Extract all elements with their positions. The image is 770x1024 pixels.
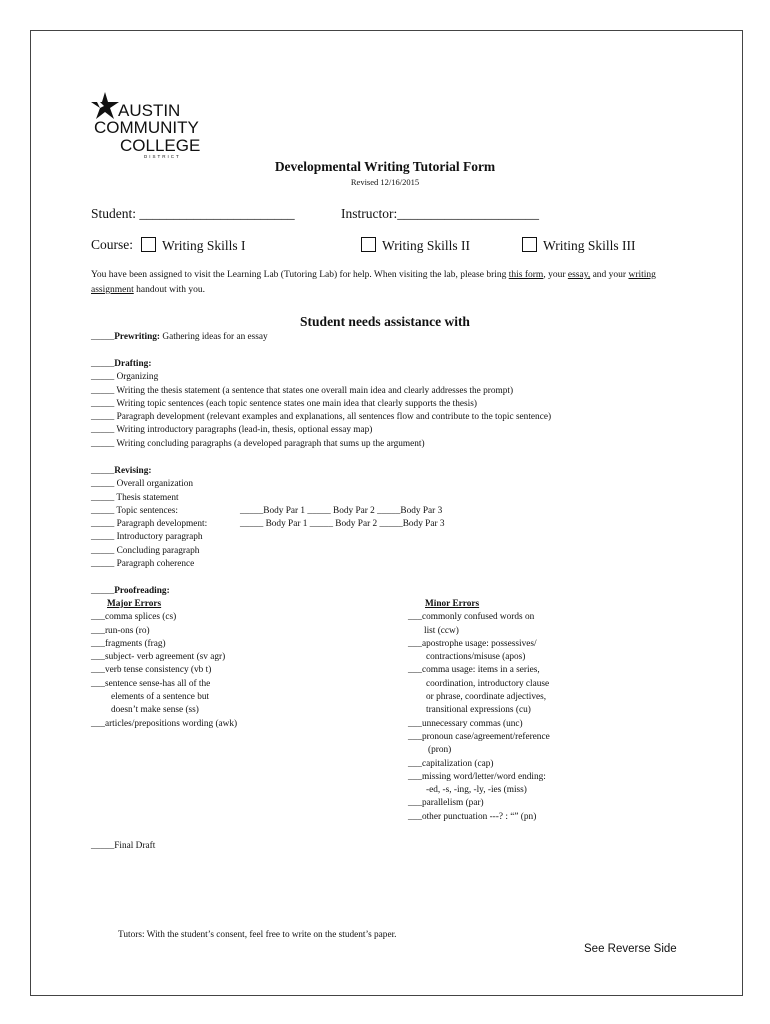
- list-item[interactable]: ___apostrophe usage: possessives/: [408, 638, 537, 649]
- body-par-3[interactable]: _____Body Par 3: [379, 519, 445, 529]
- star-logo-icon: [90, 92, 120, 120]
- revising-section: [91, 465, 207, 571]
- list-item-continuation: -ed, -s, -ing, -ly, -ies (miss): [426, 785, 527, 796]
- intro-text: , your: [543, 270, 568, 280]
- checkbox[interactable]: [522, 237, 537, 252]
- list-item-continuation: (pron): [428, 745, 452, 756]
- list-item-continuation: transitional expressions (cu): [426, 705, 531, 716]
- course-option-ws2[interactable]: [361, 237, 470, 254]
- list-item[interactable]: _____ Paragraph coherence: [91, 559, 195, 570]
- list-item[interactable]: ___parallelism (par): [408, 798, 484, 809]
- intro-text: You have been assigned to visit the Learning Lab (Tutoring Lab) for help. When visiting the lab, please bring: [91, 270, 509, 280]
- blank-line: _____: [91, 332, 115, 342]
- drafting-section: [91, 358, 551, 451]
- course-option-ws1[interactable]: [141, 237, 245, 254]
- intro-this-form: this form: [508, 270, 544, 280]
- list-item[interactable]: _____ Writing concluding paragraphs (a developed paragraph that sums up the argument): [91, 438, 425, 449]
- logo-text-district: DISTRICT: [144, 154, 181, 159]
- see-reverse-side: See Reverse Side: [584, 943, 677, 955]
- list-item[interactable]: ___comma usage: items in a series,: [408, 665, 540, 676]
- body-par-1[interactable]: _____ Body Par 1: [240, 519, 308, 529]
- proofreading-label: Proofreading:: [114, 586, 170, 596]
- revising-label: Revising:: [114, 466, 152, 476]
- list-item-continuation: or phrase, coordinate adjectives,: [426, 692, 547, 703]
- list-item[interactable]: ___articles/prepositions wording (awk): [91, 718, 238, 729]
- body-par-2[interactable]: _____ Body Par 2: [309, 519, 378, 529]
- list-item[interactable]: ___commonly confused words on: [408, 612, 535, 623]
- instructor-field[interactable]: Instructor:_____________________: [341, 206, 539, 221]
- list-item-continuation: doesn’t make sense (ss): [111, 705, 199, 716]
- major-errors-heading: Major Errors: [107, 599, 162, 609]
- list-item[interactable]: _____ Paragraph development:: [91, 519, 208, 530]
- list-item[interactable]: _____ Topic sentences:: [91, 505, 178, 516]
- drafting-heading: [91, 358, 551, 371]
- blank-line: _____: [91, 466, 115, 476]
- acc-logo: [90, 92, 200, 162]
- body-par-3[interactable]: _____Body Par 3: [377, 506, 443, 516]
- list-item[interactable]: _____ Thesis statement: [91, 492, 179, 503]
- course-option-label: Writing Skills III: [543, 238, 636, 253]
- minor-errors-column: [408, 598, 550, 824]
- student-field[interactable]: Student: _______________________: [91, 206, 295, 221]
- list-item[interactable]: ___comma splices (cs): [91, 612, 177, 623]
- list-item[interactable]: ___missing word/letter/word ending:: [408, 771, 546, 782]
- list-item[interactable]: ___unnecessary commas (unc): [408, 718, 523, 729]
- list-item[interactable]: ___verb tense consistency (vb t): [91, 665, 212, 676]
- list-item-continuation: coordination, introductory clause: [426, 678, 550, 689]
- list-item[interactable]: ___pronoun case/agreement/reference: [408, 731, 550, 742]
- list-item[interactable]: ___subject- verb agreement (sv agr): [91, 652, 226, 663]
- course-option-ws3[interactable]: [522, 237, 635, 254]
- list-item-continuation: elements of a sentence but: [111, 692, 210, 703]
- list-item[interactable]: ___other punctuation ---? : “” (pn): [408, 811, 537, 822]
- course-option-label: Writing Skills II: [382, 238, 470, 253]
- revising-heading: [91, 465, 207, 478]
- prewriting-text: Gathering ideas for an essay: [160, 332, 268, 342]
- section-heading: Student needs assistance with: [300, 314, 470, 329]
- minor-errors-heading: Minor Errors: [425, 599, 480, 609]
- prewriting-label: Prewriting:: [114, 332, 161, 342]
- body-par-row-topic: [240, 505, 442, 518]
- prewriting-item[interactable]: [91, 331, 268, 344]
- list-item-continuation: contractions/misuse (apos): [426, 652, 526, 663]
- logo-text-college: COLLEGE: [120, 136, 201, 155]
- intro-paragraph: [91, 268, 691, 298]
- drafting-label: Drafting:: [114, 359, 152, 369]
- list-item[interactable]: ___fragments (frag): [91, 638, 166, 649]
- list-item[interactable]: _____ Concluding paragraph: [91, 545, 200, 556]
- list-item[interactable]: _____ Introductory paragraph: [91, 532, 203, 543]
- body-par-1[interactable]: _____Body Par 1: [240, 506, 306, 516]
- course-label: Course:: [91, 237, 133, 252]
- intro-assignment: writing assignment: [91, 270, 656, 295]
- course-option-label: Writing Skills I: [162, 238, 246, 253]
- final-draft-item[interactable]: _____Final Draft: [91, 841, 156, 851]
- blank-line: _____: [91, 586, 115, 596]
- body-par-2[interactable]: _____ Body Par 2: [307, 506, 375, 516]
- intro-text: handout with you.: [133, 285, 205, 295]
- intro-essay: essay,: [567, 270, 591, 280]
- checkbox[interactable]: [361, 237, 376, 252]
- list-item[interactable]: ___capitalization (cap): [408, 758, 494, 769]
- list-item-continuation: list (ccw): [424, 625, 459, 636]
- checkbox[interactable]: [141, 237, 156, 252]
- blank-line: _____: [91, 359, 115, 369]
- list-item[interactable]: _____ Writing the thesis statement (a sentence that states one overall main idea and clearly addresses the prompt): [91, 385, 514, 396]
- list-item[interactable]: _____ Writing topic sentences (each topic sentence states one main idea that clearly supports the thesis): [91, 398, 477, 409]
- logo-text-community: COMMUNITY: [94, 118, 199, 137]
- logo-text-austin: AUSTIN: [118, 101, 181, 120]
- intro-text: and your: [590, 270, 629, 280]
- list-item[interactable]: _____ Writing introductory paragraphs (lead-in, thesis, optional essay map): [91, 425, 373, 436]
- list-item[interactable]: ___sentence sense-has all of the: [91, 678, 211, 689]
- tutors-note: Tutors: With the student’s consent, feel free to write on the student’s paper.: [118, 930, 397, 940]
- list-item[interactable]: ___run-ons (ro): [91, 625, 150, 636]
- list-item[interactable]: _____ Organizing: [91, 372, 159, 383]
- list-item[interactable]: _____ Paragraph development (relevant examples and explanations, all sentences flow and contribute to the topic sentence): [91, 412, 552, 423]
- list-item[interactable]: _____ Overall organization: [91, 479, 194, 490]
- body-par-row-development: [240, 518, 445, 531]
- form-title: Developmental Writing Tutorial Form: [274, 159, 496, 174]
- major-errors-column: [91, 598, 237, 731]
- revised-date: Revised 12/16/2015: [350, 177, 420, 187]
- proofreading-heading: [91, 585, 170, 598]
